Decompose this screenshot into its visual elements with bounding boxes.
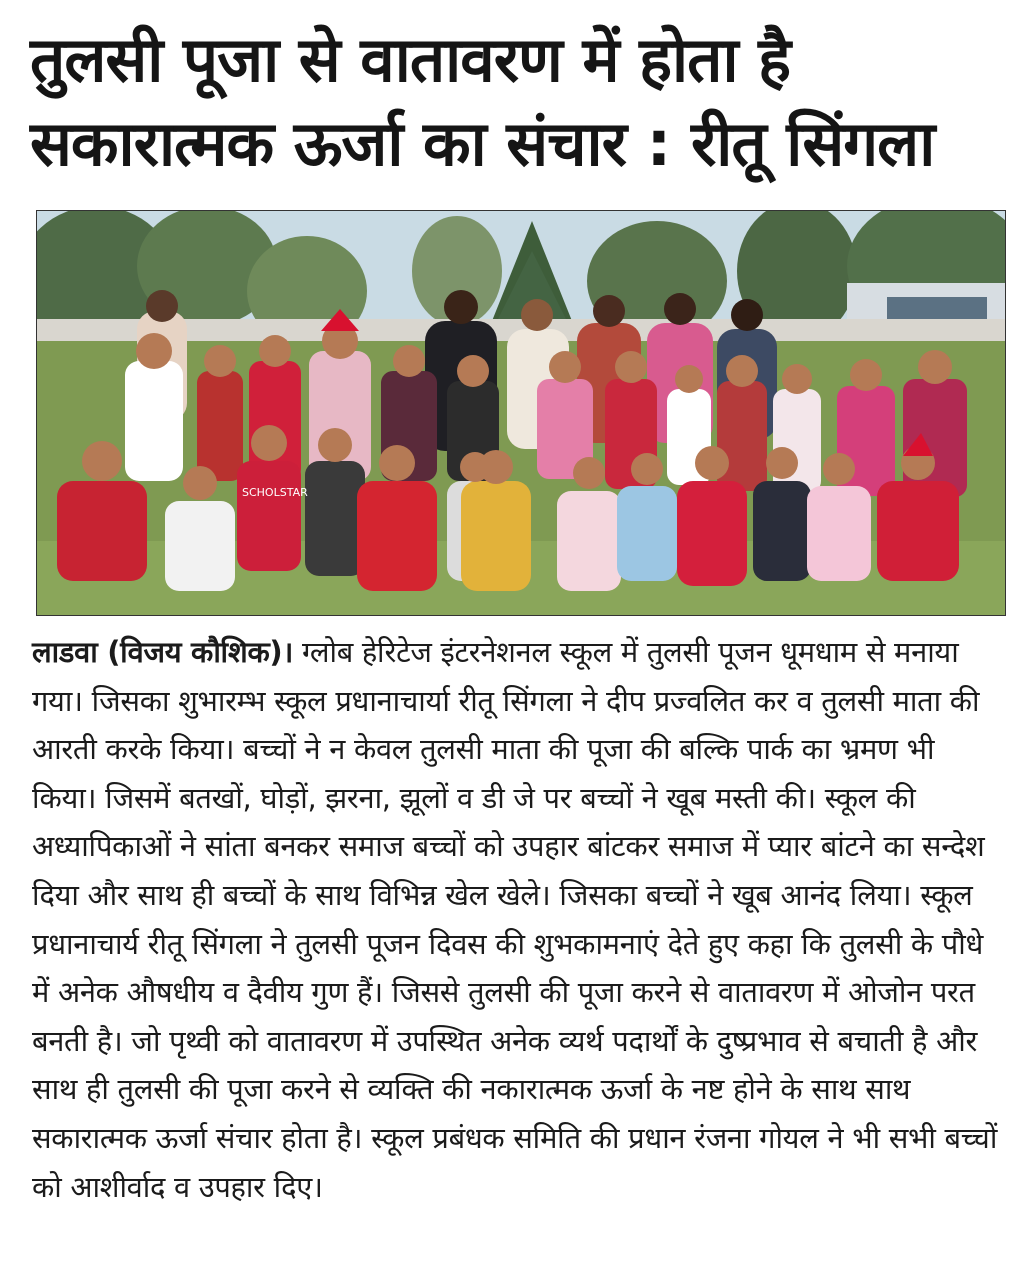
news-photo	[36, 210, 1006, 616]
article-text: ग्लोब हेरिटेज इंटरनेशनल स्कूल में तुलसी पूजन धूमधाम से मनाया गया। जिसका शुभारम्भ स्कूल प्रधानाचार्या रीतू सिंगला ने दीप प्रज्वलित कर व तुलसी माता की आरती करके किया। बच्चों ने न केवल तुलसी माता की पूजा की बल्कि पार्क का भ्रमण भी किया। जिसमें बतखों, घोड़ों, झरना, झूलों व डी जे पर बच्चों ने खूब मस्ती की। स्कूल की अध्यापिकाओं ने सांता बनकर समाज बच्चों को उपहार बांटकर समाज में प्यार बांटने का सन्देश दिया और साथ ही बच्चों के साथ विभिन्न खेल खेले। जिसका बच्चों ने खूब आनंद लिया। स्कूल प्रधानाचार्य रीतू सिंगला ने तुलसी पूजन दिवस की शुभकामनाएं देते हुए कहा कि तुलसी के पौधे में अनेक औषधीय व दैवीय गुण हैं। जिससे तुलसी की पूजा करने से वातावरण में ओजोन परत बनती है। जो पृथ्वी को वातावरण में उपस्थित अनेक व्यर्थ पदार्थों के दुष्प्रभाव से बचाती है और साथ ही तुलसी की पूजा करने से व्यक्ति की नकारात्मक ऊर्जा के नष्ट होने के साथ साथ सकारात्मक ऊर्जा संचार होता है। स्कूल प्रबंधक समिति की प्रधान रंजना गोयल ने भी सभी बच्चों को आशीर्वाद व उपहार दिए।	[32, 635, 998, 1204]
article-body	[32, 628, 1002, 1211]
headline: तुलसी पूजा से वातावरण में होता है सकारात्मक ऊर्जा का संचार : रीतू सिंगला	[30, 23, 935, 180]
dateline: लाडवा (विजय कौशिक)।	[32, 635, 294, 669]
group-photo-illustration	[37, 211, 1005, 615]
page-bottom	[0, 1268, 1021, 1280]
shirt-text: SCHOLSTAR	[242, 486, 308, 499]
